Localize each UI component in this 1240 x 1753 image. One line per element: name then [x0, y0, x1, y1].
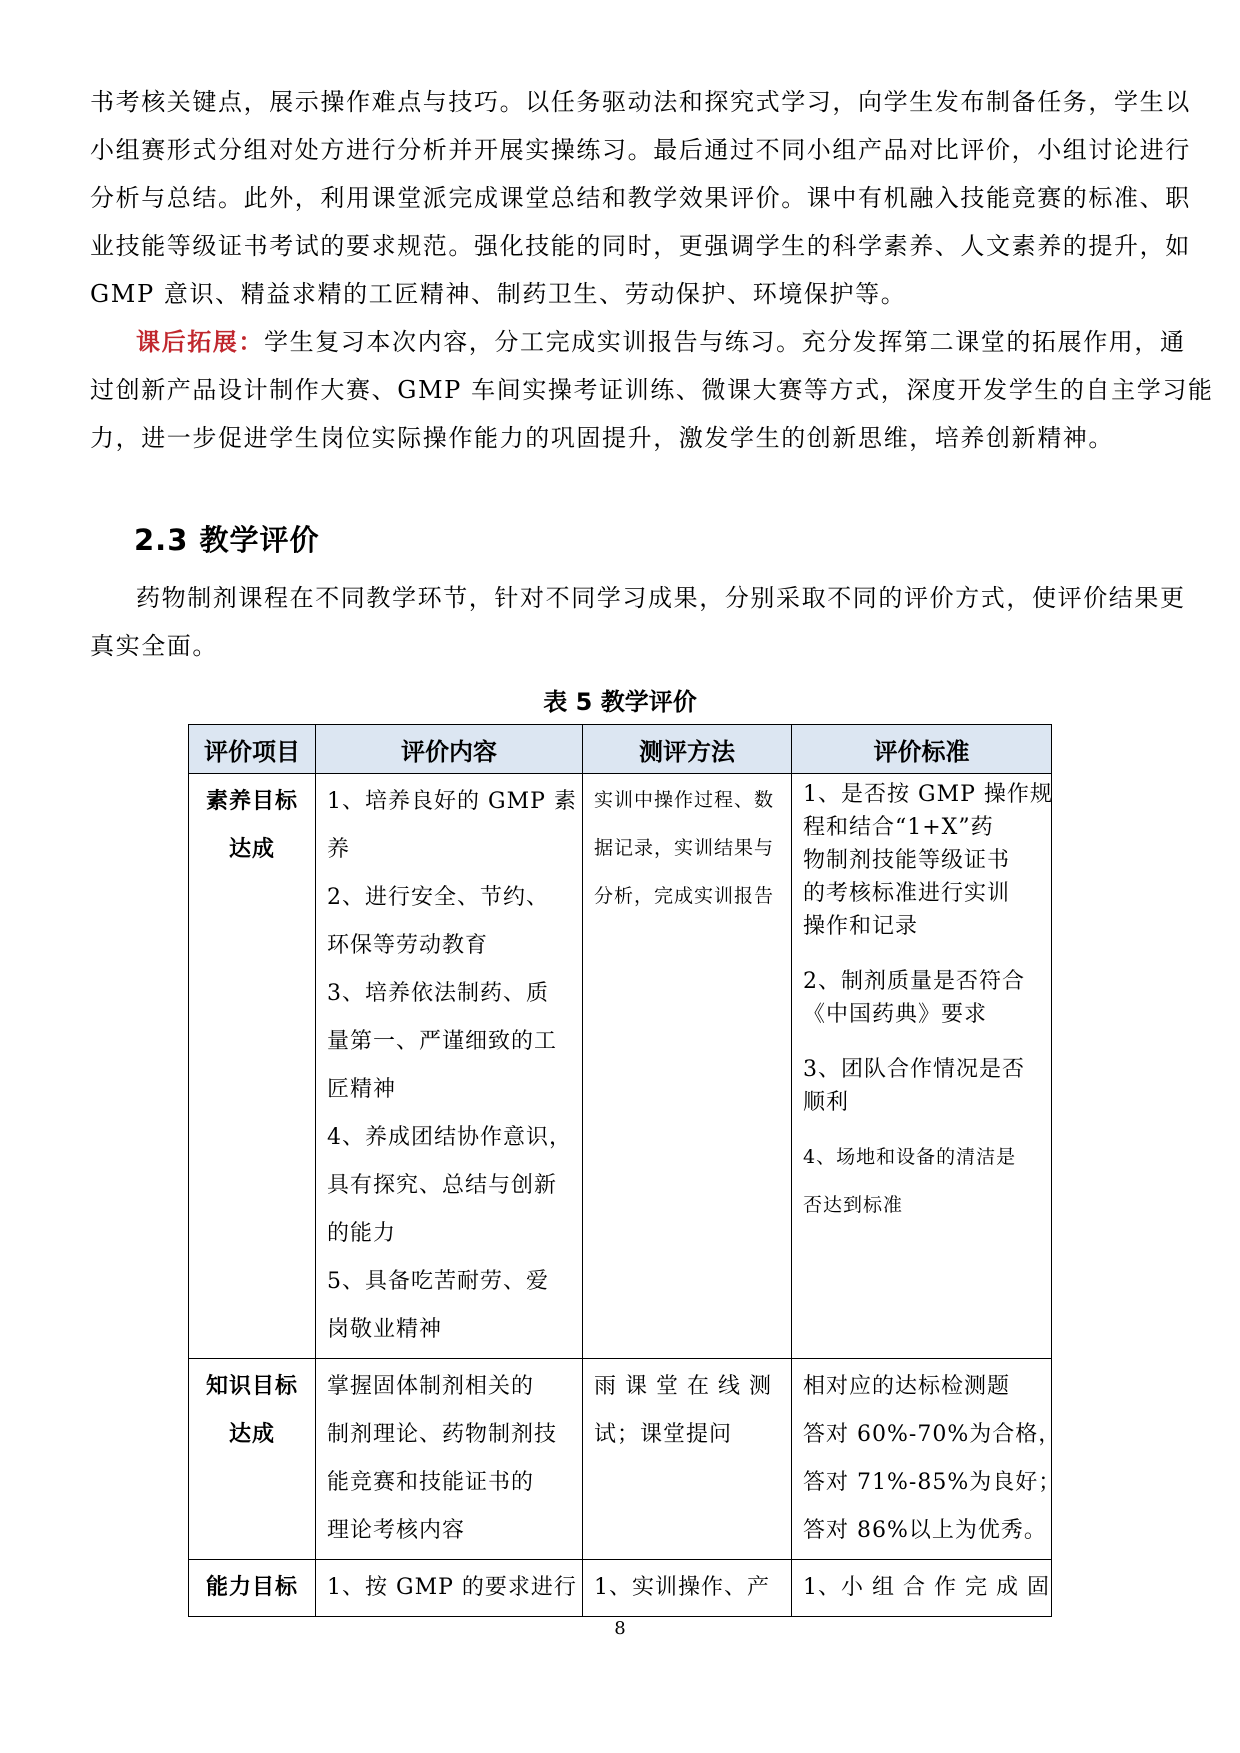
method-cell: [583, 774, 792, 1359]
cell-line: 1、按 GMP 的要求进行: [327, 1575, 577, 1600]
cell-line: 答对 60%-70%为合格，: [803, 1422, 1062, 1447]
criteria-block: [803, 1133, 1042, 1229]
cell-line: 具有探究、总结与创新: [327, 1173, 558, 1198]
section-heading: 2.3 教学评价: [134, 523, 320, 557]
item-cell: [189, 1560, 316, 1617]
after-class-label: 课后拓展：: [136, 327, 264, 356]
table-caption: 表 5 教学评价: [543, 688, 697, 716]
cell-line: 知识目标: [205, 1374, 298, 1399]
cell-line: 量第一、严谨细致的工: [327, 1029, 558, 1054]
method-cell: [583, 1359, 792, 1560]
section-paragraph: [90, 574, 1186, 670]
cell-line: 2、制剂质量是否符合: [803, 969, 1025, 994]
cell-line: 达成: [228, 837, 275, 862]
cell-line: 掌握固体制剂相关的: [327, 1374, 535, 1399]
cell-line: 程和结合“1+X”药: [803, 815, 994, 840]
text-line: GMP 意识、精益求精的工匠精神、制药卫生、劳动保护、环境保护等。: [90, 280, 907, 308]
cell-line: 1、小 组 合 作 完 成 固: [803, 1575, 1050, 1600]
criteria-cell: [792, 1359, 1062, 1560]
table-row: [189, 774, 1052, 1359]
cell-line: 2、进行安全、节约、: [327, 885, 549, 910]
text-line: 分析与总结。此外，利用课堂派完成课堂总结和教学效果评价。课中有机融入技能竞赛的标准、职: [90, 184, 1191, 212]
cell-line: 《中国药典》要求: [803, 1002, 988, 1027]
cell-line: 雨 课 堂 在 线 测: [594, 1374, 772, 1399]
cell-line: 4、场地和设备的清洁是: [803, 1146, 1017, 1168]
text-line: 药物制剂课程在不同教学环节，针对不同学习成果，分别采取不同的评价方式，使评价结果更: [136, 584, 1186, 612]
method-cell: [583, 1560, 792, 1617]
criteria-block: [803, 778, 1053, 1119]
cell-line: 顺利: [803, 1090, 850, 1115]
text-line: 书考核关键点，展示操作难点与技巧。以任务驱动法和探究式学习，向学生发布制备任务，学生以: [90, 88, 1191, 116]
after-class-paragraph: [90, 318, 1214, 462]
cell-line: 相对应的达标检测题: [803, 1374, 1011, 1399]
cell-line: 实训中操作过程、数: [594, 789, 775, 811]
evaluation-table: [188, 724, 1062, 1617]
cell-line: 试；课堂提问: [594, 1422, 733, 1447]
cell-line: 能力目标: [205, 1575, 298, 1600]
intro-paragraph: [90, 78, 1191, 318]
item-cell: [189, 774, 316, 1359]
cell-line: 3、团队合作情况是否: [803, 1057, 1025, 1082]
cell-line: 理论考核内容: [327, 1518, 466, 1543]
table-row: [189, 1560, 1052, 1617]
cell-line: 的考核标准进行实训: [803, 881, 1011, 906]
table-header-row: [189, 725, 1052, 774]
cell-line: 答对 86%以上为优秀。: [803, 1518, 1047, 1543]
header-cell: 评价内容: [316, 725, 583, 774]
text-line: [90, 318, 1186, 366]
cell-line: 1、实训操作、产: [594, 1575, 770, 1600]
header-cell: 测评方法: [583, 725, 792, 774]
header-cell: 评价项目: [189, 725, 316, 774]
cell-line: 能竞赛和技能证书的: [327, 1470, 535, 1495]
text-line: 力，进一步促进学生岗位实际操作能力的巩固提升，激发学生的创新思维，培养创新精神。: [90, 424, 1114, 452]
cell-line: 素养目标: [205, 789, 298, 814]
content-cell: [316, 1560, 583, 1617]
criteria-cell: [792, 1560, 1052, 1617]
cell-line: 分析，完成实训报告: [594, 885, 775, 907]
text-line: 小组赛形式分组对处方进行分析并开展实操练习。最后通过不同小组产品对比评价，小组讨论进行: [90, 136, 1191, 164]
cell-line: 操作和记录: [803, 914, 919, 939]
criteria-cell: [792, 774, 1052, 1359]
text-line: 过创新产品设计制作大赛、GMP 车间实操考证训练、微课大赛等方式，深度开发学生的自主学习能: [90, 376, 1214, 404]
cell-line: 据记录，实训结果与: [594, 837, 775, 859]
after-class-first-line: 学生复习本次内容，分工完成实训报告与练习。充分发挥第二课堂的拓展作用，通: [264, 328, 1186, 356]
cell-line: 答对 71%-85%为良好；: [803, 1470, 1062, 1495]
cell-line: 岗敬业精神: [327, 1317, 443, 1342]
cell-line: 4、养成团结协作意识，: [327, 1125, 572, 1150]
cell-line: 3、培养依法制药、质: [327, 981, 549, 1006]
content-cell: [316, 774, 583, 1359]
cell-line: 1、是否按 GMP 操作规: [803, 782, 1053, 807]
cell-line: 5、具备吃苦耐劳、爱: [327, 1269, 549, 1294]
cell-line: 1、培养良好的 GMP 素: [327, 789, 577, 814]
cell-line: 物制剂技能等级证书: [803, 848, 1011, 873]
text-line: 业技能等级证书考试的要求规范。强化技能的同时，更强调学生的科学素养、人文素养的提升，如: [90, 232, 1191, 260]
cell-line: 否达到标准: [803, 1194, 904, 1216]
cell-line: 环保等劳动教育: [327, 933, 489, 958]
cell-line: 匠精神: [327, 1077, 397, 1102]
table-row: [189, 1359, 1052, 1560]
text-line: 真实全面。: [90, 632, 218, 660]
cell-line: 养: [327, 837, 351, 862]
item-cell: [189, 1359, 316, 1560]
cell-line: 制剂理论、药物制剂技: [327, 1422, 558, 1447]
cell-line: 的能力: [327, 1221, 397, 1246]
header-cell: 评价标准: [792, 725, 1052, 774]
content-cell: [316, 1359, 583, 1560]
cell-line: 达成: [228, 1422, 275, 1447]
page-number: 8: [614, 1618, 626, 1639]
